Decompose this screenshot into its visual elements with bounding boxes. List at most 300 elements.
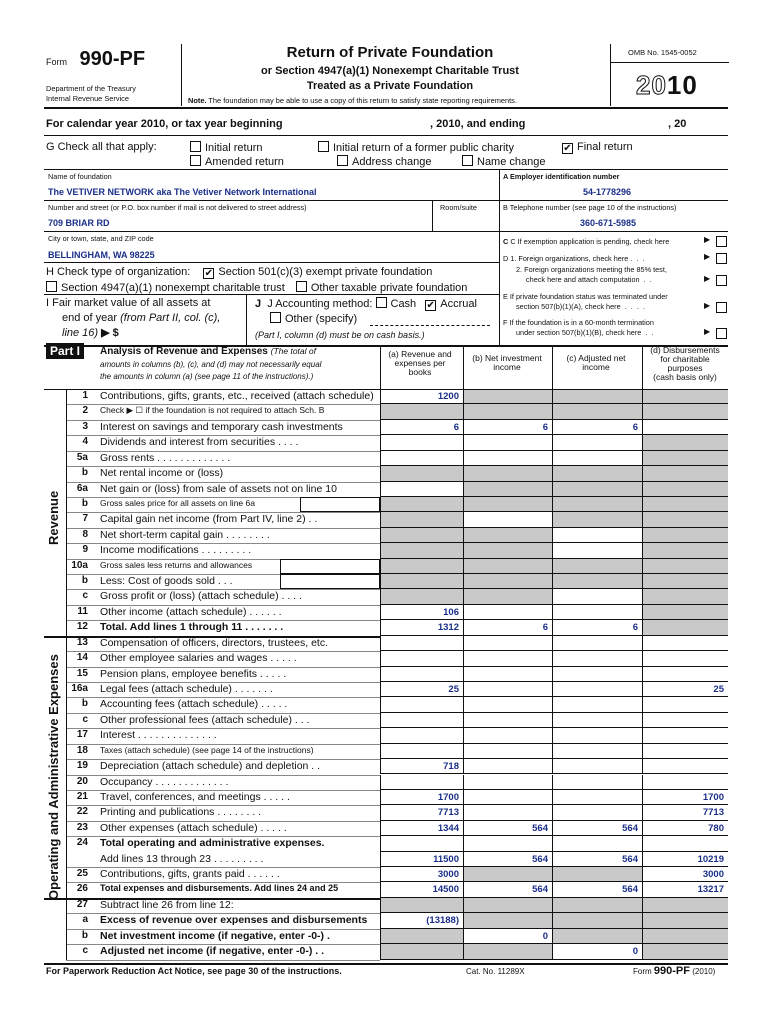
arrow-icon: ▶ — [704, 327, 711, 336]
amount-cell-b — [463, 589, 552, 604]
amount-cell-b[interactable] — [463, 805, 552, 820]
col-a-header: (a) Revenue and expenses per books — [388, 349, 452, 377]
omb-number: OMB No. 1545-0052 — [628, 48, 697, 57]
amount-cell-d — [642, 528, 728, 543]
initial-former-check[interactable]: Initial return of a former public charity — [318, 141, 514, 154]
amount-cell-c[interactable] — [552, 636, 642, 651]
amount-value-c: 564 — [622, 884, 638, 896]
amount-cell-d — [642, 482, 728, 497]
amount-value-a: 1200 — [437, 391, 459, 402]
amount-cell-a[interactable] — [380, 482, 463, 497]
line-description: Depreciation (attach schedule) and depletion . . — [100, 760, 321, 773]
line-number: b — [81, 467, 88, 479]
line-description: Add lines 13 through 23 . . . . . . . . . — [100, 852, 264, 865]
line-description: Printing and publications . . . . . . . . — [100, 806, 262, 819]
amount-value-c: 564 — [622, 853, 638, 865]
amount-cell-b[interactable] — [463, 512, 552, 527]
amount-value-d: 10219 — [697, 853, 724, 865]
line-description: Net rental income or (loss) — [100, 467, 224, 480]
part1-title: Analysis of Revenue and Expenses (The total of — [100, 346, 316, 357]
line-number: 21 — [76, 790, 88, 802]
amount-cell-c — [552, 466, 642, 481]
line-description: Excess of revenue over expenses and disbursements — [100, 914, 368, 927]
amount-cell-d[interactable] — [642, 420, 728, 435]
amount-cell-c[interactable] — [552, 728, 642, 743]
amount-cell-d — [642, 929, 728, 944]
footer-notice: For Paperwork Reduction Act Notice, see page 30 of the instructions. — [46, 966, 342, 976]
amount-value-a: 7713 — [437, 807, 459, 819]
amount-cell-c[interactable] — [552, 605, 642, 620]
line-description: Interest . . . . . . . . . . . . . . — [100, 729, 217, 742]
amount-cell-c[interactable] — [552, 759, 642, 774]
amount-cell-c[interactable] — [552, 543, 642, 558]
check-e2: section 507(b)(1)(A), check here . . . . — [516, 302, 645, 311]
amount-cell-b[interactable] — [463, 713, 552, 728]
amount-value-a: 6 — [453, 421, 459, 433]
amount-cell-b[interactable] — [463, 682, 552, 697]
line-number: 5a — [76, 451, 88, 463]
line-number: 27 — [76, 898, 88, 910]
line-number: c — [82, 590, 88, 602]
line-description: Gross sales price for all assets on line 6a — [100, 497, 255, 508]
line-description: Legal fees (attach schedule) . . . . . . . — [100, 682, 273, 695]
amount-cell-b — [463, 867, 552, 882]
section-divider — [44, 898, 380, 900]
amount-cell-c[interactable] — [552, 435, 642, 450]
amount-cell-c[interactable] — [552, 836, 642, 851]
name-change-check[interactable]: Name change — [462, 155, 546, 168]
line-description: Net investment income (if negative, enter -0-) . — [100, 929, 330, 942]
h-label: H Check type of organization: ✔ Section 501(c)(3) exempt private foundation — [46, 266, 433, 279]
amount-cell-b — [463, 913, 552, 928]
amount-cell-b — [463, 389, 552, 404]
line-description: Travel, conferences, and meetings . . . . . — [100, 790, 290, 803]
amount-cell-b[interactable] — [463, 744, 552, 759]
amount-cell-d[interactable] — [642, 697, 728, 712]
line-description: Other employee salaries and wages . . . . . — [100, 652, 297, 665]
amount-cell-d — [642, 451, 728, 466]
amount-cell-b[interactable] — [463, 697, 552, 712]
line-number: a — [82, 914, 88, 926]
j-note: (Part I, column (d) must be on cash basis.) — [255, 330, 425, 340]
checkbox-cash[interactable] — [376, 297, 387, 308]
amount-cell-c — [552, 497, 642, 512]
checkbox[interactable] — [318, 141, 329, 152]
amount-cell-d[interactable] — [642, 775, 728, 790]
amount-value-c: 0 — [632, 946, 638, 958]
amount-value-d: 3000 — [702, 869, 724, 881]
line-number: 20 — [76, 775, 88, 787]
amount-cell-c — [552, 404, 642, 419]
j-other: Other (specify) — [270, 312, 357, 325]
checkbox-other-taxable[interactable] — [296, 281, 307, 292]
column-divider — [552, 345, 553, 389]
amount-cell-c[interactable] — [552, 744, 642, 759]
revenue-label: Revenue — [46, 490, 61, 545]
amount-cell-c[interactable] — [552, 790, 642, 805]
line-description: Taxes (attach schedule) (see page 14 of the instructions) — [100, 744, 314, 755]
amount-cell-b[interactable] — [463, 605, 552, 620]
line-description: Subtract line 26 from line 12: — [100, 898, 234, 911]
dept-line1: Department of the Treasury — [46, 84, 136, 93]
line-number: 14 — [76, 652, 88, 664]
part1-note3: the amounts in column (a) (see page 11 of the instructions).) — [100, 372, 314, 381]
line-number: 25 — [76, 868, 88, 880]
amount-cell-b[interactable] — [463, 435, 552, 450]
amount-cell-d[interactable] — [642, 636, 728, 651]
form-number: 990-PF — [79, 48, 146, 70]
form-note: Note. The foundation may be able to use a copy of this return to satisfy state reporting requirements. — [188, 96, 517, 105]
line-number: 17 — [76, 729, 88, 741]
amount-cell-b[interactable] — [463, 759, 552, 774]
check-d1: D 1. Foreign organizations, check here . . . — [503, 254, 645, 263]
amount-cell-b — [463, 574, 552, 589]
amount-cell-c[interactable] — [552, 775, 642, 790]
line-description: Total expenses and disbursements. Add lines 24 and 25 — [100, 883, 339, 894]
amount-cell-a — [380, 543, 463, 558]
amount-value-b: 0 — [542, 930, 548, 942]
line-number: 12 — [76, 621, 88, 633]
expenses-label: Operating and Administrative Expenses — [46, 654, 61, 900]
amount-cell-b[interactable] — [463, 451, 552, 466]
phone-value[interactable]: 360-671-5985 — [580, 218, 637, 228]
amount-value-a: 11500 — [433, 853, 459, 865]
amount-cell-c[interactable] — [552, 667, 642, 682]
col-c-header: (c) Adjusted net income — [566, 353, 626, 372]
city-value[interactable]: BELLINGHAM, WA 98225 — [48, 250, 155, 260]
amount-cell-d — [642, 435, 728, 450]
amount-cell-b[interactable] — [463, 836, 552, 851]
check-d2b: check here and attach computation . . — [526, 275, 652, 284]
amount-cell-a[interactable] — [380, 435, 463, 450]
amount-cell-a — [380, 589, 463, 604]
i-line2: end of year (from Part II, col. (c), — [62, 312, 221, 324]
line-description: Contributions, gifts, grants paid . . . . . . — [100, 868, 280, 881]
amount-cell-d — [642, 944, 728, 959]
amount-cell-b — [463, 543, 552, 558]
checkbox-501c3[interactable]: ✔ — [204, 268, 214, 279]
amount-cell-d[interactable] — [642, 728, 728, 743]
line-description: Compensation of officers, directors, trustees, etc. — [100, 636, 328, 649]
amount-cell-d[interactable] — [642, 651, 728, 666]
checkbox-accrual[interactable]: ✔ — [426, 300, 435, 311]
amount-cell-c[interactable] — [552, 713, 642, 728]
left-border — [66, 389, 67, 960]
amount-cell-a — [380, 497, 463, 512]
amount-cell-a — [380, 512, 463, 527]
checkbox-f[interactable] — [716, 328, 727, 339]
checkbox[interactable] — [337, 155, 348, 166]
name-label: Name of foundation — [48, 172, 112, 181]
amount-cell-a — [380, 929, 463, 944]
inline-amount-input[interactable] — [280, 559, 380, 574]
amount-value-d: 1700 — [702, 791, 724, 803]
phone-label: B Telephone number (see page 10 of the instructions) — [503, 203, 677, 212]
line-description: Pension plans, employee benefits . . . . . — [100, 667, 287, 680]
amount-value-b: 6 — [542, 421, 548, 433]
arrow-icon: ▶ — [704, 235, 711, 244]
line-description: Interest on savings and temporary cash investments — [100, 420, 343, 433]
checkbox-e[interactable] — [716, 302, 727, 313]
cat-number: Cat. No. 11289X — [466, 967, 525, 976]
address-change-check[interactable]: Address change — [337, 155, 432, 168]
row-divider — [66, 960, 380, 961]
dept-line2: Internal Revenue Service — [46, 94, 129, 103]
line-description: Gross sales less returns and allowances — [100, 559, 253, 570]
amount-value-d: 780 — [708, 822, 724, 834]
line-number: 3 — [82, 420, 88, 432]
inline-amount-input[interactable] — [280, 574, 380, 589]
col-b-header: (b) Net investment income — [472, 353, 542, 372]
line-number: 6a — [76, 482, 88, 494]
line-description: Less: Cost of goods sold . . . — [100, 575, 233, 588]
form-label: Form — [46, 57, 67, 67]
i-line3: line 16) ▶ $ — [62, 327, 119, 339]
amended-return-check[interactable]: Amended return — [190, 155, 284, 168]
amount-cell-d — [642, 913, 728, 928]
amount-value-a: 1344 — [437, 822, 459, 834]
amount-cell-c — [552, 867, 642, 882]
check-f1: F If the foundation is in a 60-month termination — [503, 318, 654, 327]
amount-cell-d — [642, 389, 728, 404]
check-f2: under section 507(b)(1)(B), check here . . — [516, 328, 654, 337]
line-description: Other professional fees (attach schedule) . . . — [100, 713, 310, 726]
line-number: 15 — [76, 667, 88, 679]
amount-value-a: 106 — [443, 606, 459, 618]
checkbox-other-method[interactable] — [270, 312, 281, 323]
amount-cell-d[interactable] — [642, 713, 728, 728]
amount-value-c: 6 — [632, 421, 638, 433]
amount-cell-a[interactable] — [380, 713, 463, 728]
part1-note2: amounts in columns (b), (c), and (d) may not necessarily equal — [100, 360, 322, 369]
checkbox[interactable] — [190, 141, 201, 152]
line-number: 11 — [77, 605, 88, 617]
checkbox-d2[interactable] — [716, 275, 727, 286]
table-top-border — [44, 389, 728, 390]
amount-cell-d — [642, 620, 728, 635]
amount-cell-d[interactable] — [642, 759, 728, 774]
amount-cell-b — [463, 944, 552, 959]
h-options-row2: Section 4947(a)(1) nonexempt charitable trust Other taxable private foundation — [46, 281, 467, 294]
section-divider — [44, 636, 380, 638]
line-number: 2 — [82, 405, 88, 417]
amount-cell-a[interactable] — [380, 451, 463, 466]
amount-cell-b — [463, 466, 552, 481]
amount-cell-c[interactable] — [552, 682, 642, 697]
amount-cell-a[interactable] — [380, 636, 463, 651]
line-number: 23 — [76, 821, 88, 833]
amount-cell-a[interactable] — [380, 744, 463, 759]
amount-cell-a[interactable] — [380, 651, 463, 666]
check-e1: E If private foundation status was terminated under — [503, 292, 668, 301]
line-description: Adjusted net income (if negative, enter -0-) . . — [100, 945, 325, 958]
amount-cell-b[interactable] — [463, 790, 552, 805]
form-subtitle2: Treated as a Private Foundation — [306, 80, 474, 92]
amount-cell-c — [552, 559, 642, 574]
line-description: Occupancy . . . . . . . . . . . . . — [100, 775, 229, 788]
checkbox-checked[interactable]: ✔ — [563, 143, 572, 154]
arrow-icon: ▶ — [704, 301, 711, 310]
amount-cell-d — [642, 574, 728, 589]
amount-cell-d — [642, 497, 728, 512]
amount-cell-c[interactable] — [552, 528, 642, 543]
amount-cell-a[interactable] — [380, 728, 463, 743]
amount-value-a: 1700 — [437, 791, 459, 803]
ein-value[interactable]: 54-1778296 — [583, 187, 632, 197]
amount-cell-a[interactable] — [380, 697, 463, 712]
form-title: Return of Private Foundation — [286, 44, 494, 61]
other-method-input[interactable] — [370, 325, 490, 326]
line-description: Capital gain net income (from Part IV, line 2) . . — [100, 513, 318, 526]
line-description: Other income (attach schedule) . . . . . . — [100, 605, 282, 618]
line-number: b — [81, 698, 88, 710]
column-divider — [642, 345, 643, 389]
amount-value-b: 564 — [532, 884, 548, 896]
amount-cell-b[interactable] — [463, 728, 552, 743]
amount-value-a: (13188) — [426, 915, 459, 927]
amount-cell-d[interactable] — [642, 667, 728, 682]
amount-cell-b — [463, 497, 552, 512]
line-description: Net gain or (loss) from sale of assets not on line 10 — [100, 482, 337, 495]
amount-value-d: 7713 — [702, 807, 724, 819]
line-number: 16a — [71, 682, 88, 694]
amount-cell-c[interactable] — [552, 697, 642, 712]
amount-cell-b — [463, 482, 552, 497]
line-number: 24 — [76, 837, 88, 849]
amount-cell-a — [380, 944, 463, 959]
calendar-end: , 20 — [668, 118, 687, 130]
line-number: 1 — [82, 390, 88, 401]
line-description: Net short-term capital gain . . . . . . . . — [100, 528, 270, 541]
amount-cell-a — [380, 466, 463, 481]
calendar-year-label: For calendar year 2010, or tax year beginning — [46, 118, 283, 130]
amount-cell-d — [642, 543, 728, 558]
line-number: 13 — [76, 636, 88, 648]
amount-cell-b[interactable] — [463, 667, 552, 682]
ein-label: A Employer identification number — [503, 172, 620, 181]
amount-cell-c[interactable] — [552, 589, 642, 604]
amount-cell-c — [552, 929, 642, 944]
inline-amount-input[interactable] — [300, 497, 380, 512]
amount-cell-b[interactable] — [463, 636, 552, 651]
amount-cell-d — [642, 466, 728, 481]
line-description: Accounting fees (attach schedule) . . . . . — [100, 698, 288, 711]
line-number: b — [81, 575, 88, 587]
foundation-name[interactable]: The VETIVER NETWORK aka The Vetiver Network International — [48, 187, 317, 197]
arrow-icon: ▶ — [704, 252, 711, 261]
i-line1: I Fair market value of all assets at — [46, 297, 211, 309]
amount-value-a: 25 — [448, 683, 459, 695]
line-description: Total. Add lines 1 through 11 . . . . . . . — [100, 621, 284, 634]
city-label: City or town, state, and ZIP code — [48, 234, 154, 243]
checkbox-4947[interactable] — [46, 281, 57, 292]
column-divider — [380, 345, 381, 389]
line-number: 18 — [76, 744, 88, 756]
amount-cell-c — [552, 574, 642, 589]
line-number: 19 — [76, 760, 88, 772]
amount-value-c: 6 — [632, 622, 638, 634]
line-description: Gross rents . . . . . . . . . . . . . — [100, 451, 231, 464]
amount-value-b: 564 — [532, 822, 548, 834]
line-number: 10a — [71, 559, 88, 571]
amount-value-a: 3000 — [437, 869, 459, 881]
amount-cell-d[interactable] — [642, 744, 728, 759]
j-label: J J Accounting method: Cash ✔ Accrual — [255, 298, 477, 311]
tax-year: 2010 — [636, 70, 698, 100]
amount-cell-a[interactable] — [380, 667, 463, 682]
amount-value-a: 1312 — [437, 622, 459, 634]
line-number: c — [82, 713, 88, 725]
arrow-icon: ▶ — [704, 274, 711, 283]
amount-cell-b[interactable] — [463, 775, 552, 790]
line-number: b — [81, 929, 88, 941]
form-subtitle1: or Section 4947(a)(1) Nonexempt Charitable Trust — [261, 65, 519, 77]
line-number: 26 — [76, 883, 88, 895]
checkbox-d1[interactable] — [716, 253, 727, 264]
line-number: 4 — [82, 436, 88, 448]
g-label: G Check all that apply: — [46, 141, 157, 153]
amount-cell-c[interactable] — [552, 651, 642, 666]
initial-return-check[interactable]: Initial return — [190, 141, 262, 154]
amount-cell-b — [463, 404, 552, 419]
amount-cell-d — [642, 589, 728, 604]
amount-cell-a[interactable] — [380, 836, 463, 851]
amount-cell-c[interactable] — [552, 451, 642, 466]
amount-cell-d — [642, 559, 728, 574]
line-description: Check ▶ ☐ if the foundation is not required to attach Sch. B — [100, 405, 325, 416]
street-label: Number and street (or P.O. box number if mail is not delivered to street address) — [48, 203, 307, 212]
street-value[interactable]: 709 BRIAR RD — [48, 218, 110, 228]
amount-value-a: 14500 — [432, 884, 459, 896]
amount-cell-d — [642, 512, 728, 527]
department — [46, 84, 136, 104]
amount-cell-d — [642, 404, 728, 419]
col-d-header: (d) Disbursements for charitable purposes (cash basis only) — [650, 345, 720, 382]
amount-cell-c — [552, 898, 642, 913]
amount-cell-b — [463, 898, 552, 913]
amount-cell-c — [552, 389, 642, 404]
amount-cell-c — [552, 913, 642, 928]
checkbox-c[interactable] — [716, 236, 727, 247]
amount-value-d: 13217 — [697, 884, 724, 896]
amount-cell-a — [380, 528, 463, 543]
amount-value-b: 564 — [532, 853, 548, 865]
line-number: b — [81, 497, 88, 509]
final-return-check[interactable]: ✔ Final return — [563, 141, 633, 154]
line-description: Other expenses (attach schedule) . . . . . — [100, 821, 287, 834]
calendar-mid: , 2010, and ending — [430, 118, 526, 130]
line-description: Income modifications . . . . . . . . . — [100, 544, 252, 557]
amount-cell-a — [380, 898, 463, 913]
amount-cell-c[interactable] — [552, 805, 642, 820]
amount-value-b: 6 — [542, 622, 548, 634]
checkbox[interactable] — [190, 155, 201, 166]
amount-cell-d[interactable] — [642, 836, 728, 851]
line-number: 9 — [82, 544, 88, 556]
check-d2a: 2. Foreign organizations meeting the 85% test, — [516, 265, 667, 274]
amount-value-c: 564 — [622, 822, 638, 834]
checkbox[interactable] — [462, 155, 473, 166]
amount-cell-a[interactable] — [380, 775, 463, 790]
amount-cell-c — [552, 482, 642, 497]
amount-cell-b[interactable] — [463, 651, 552, 666]
check-c: C C If exemption application is pending, check here — [503, 237, 670, 246]
line-description: Total operating and administrative expenses. — [100, 837, 325, 850]
line-number: 7 — [82, 513, 88, 525]
line-number: c — [82, 945, 88, 957]
amount-cell-a — [380, 559, 463, 574]
amount-value-d: 25 — [713, 683, 724, 695]
